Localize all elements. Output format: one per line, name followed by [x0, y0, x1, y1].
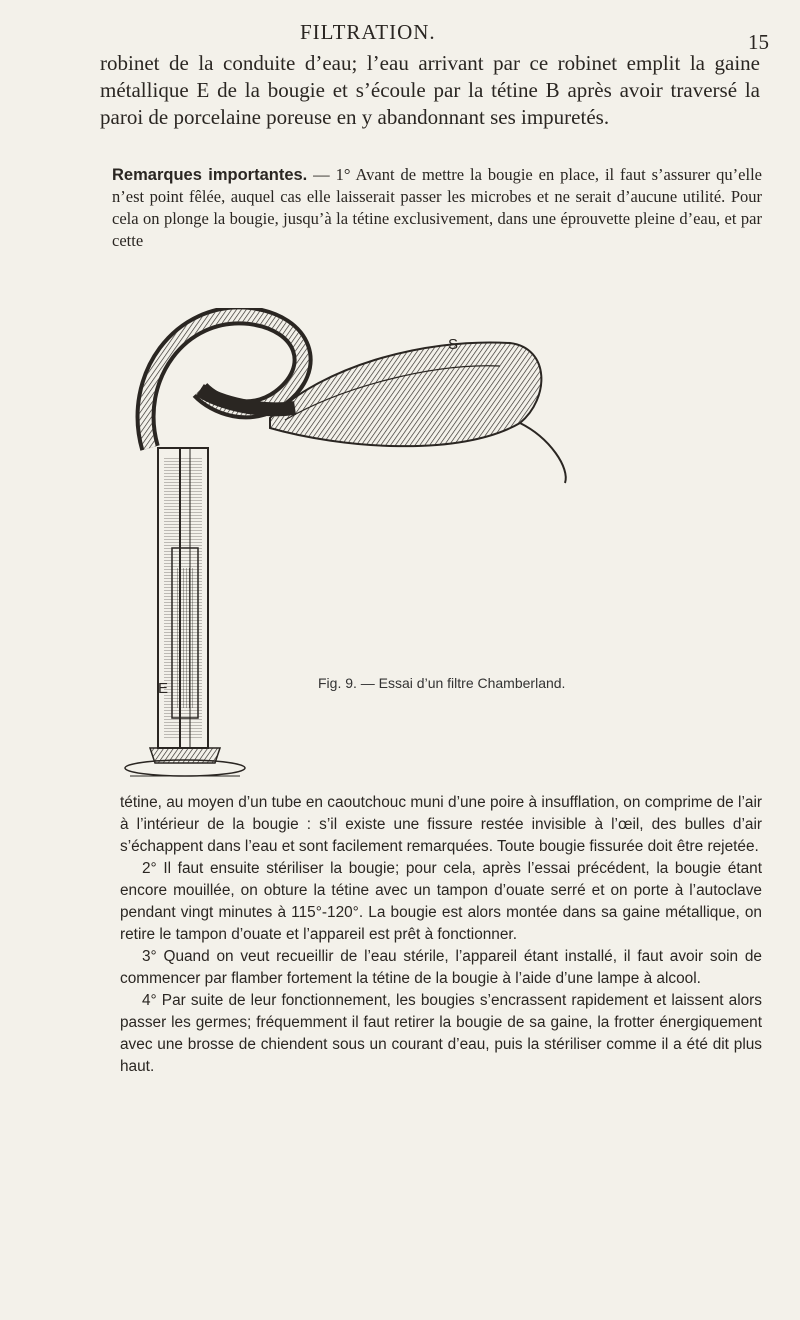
figure-caption: Fig. 9. — Essai d’un filtre Chamberland.: [318, 675, 566, 691]
remarques-text: — 1° Avant de mettre la bougie en place, il faut s’assurer qu’elle n’est point fêlée, auquel cas elle laisserait passer les microbes et ne serait d’aucune utilité. Pour cela on plonge la bougie, jusqu’à la tétine exclusivement, dans une éprouvette pleine d’eau, et par cette: [112, 165, 762, 250]
body-paragraph-4: 4° Par suite de leur fonctionnement, les bougies s’encrassent rapidement et laissent alors passer les germes; fréquemment il faut retirer la bougie de sa gaine, la frotter énergiquement avec une brosse de chiendent sous un courant d’eau, puis la stériliser comme il a été dit plus haut.: [120, 992, 762, 1075]
test-tube: [125, 448, 245, 776]
top-paragraph: robinet de la conduite d’eau; l’eau arrivant par ce robinet emplit la gaine métallique E de la bougie et s’écoule par la tétine B après avoir traversé la paroi de porcelaine poreuse en y abandonnant ses impuretés.: [100, 51, 760, 129]
page-number: 15: [748, 30, 769, 54]
body-paragraph-1: tétine, au moyen d’un tube en caoutchouc muni d’une poire à insufflation, on comprime de l’air à l’intérieur de la bougie : s’il existe une fissure restée invisible à l’œil, des bulles d’air s’échappent dans l’eau et sont facilement remarquées. Toute bougie fissurée doit être rejetée.: [120, 794, 762, 855]
filter-engraving: [120, 308, 660, 788]
body-paragraph-3: 3° Quand on veut recueillir de l’eau stérile, l’appareil étant installé, il faut avoir soin de commencer par flamber fortement la tétine de la bougie à l’aide d’une lampe à alcool.: [120, 948, 762, 987]
running-head: FILTRATION.: [300, 20, 436, 44]
figure-label-e: E: [158, 680, 169, 697]
body-text: [120, 792, 762, 1078]
insufflation-bulb: [270, 342, 566, 483]
remarques-lead: Remarques importantes.: [112, 166, 308, 184]
figure-illustration: [120, 308, 660, 788]
remarques-paragraph: [112, 164, 762, 252]
body-paragraph-2: 2° Il faut ensuite stériliser la bougie; pour cela, après l’essai précédent, la bougie étant encore mouillée, on obture la tétine avec un tampon d’ouate serré et on porte à l’autoclave pendant vingt minutes à 115°-120°. La bougie est alors montée dans sa gaine métallique, on retire le tampon d’ouate et l’appareil est prêt à fonctionner.: [120, 860, 762, 943]
figure-label-s: S: [448, 336, 459, 353]
